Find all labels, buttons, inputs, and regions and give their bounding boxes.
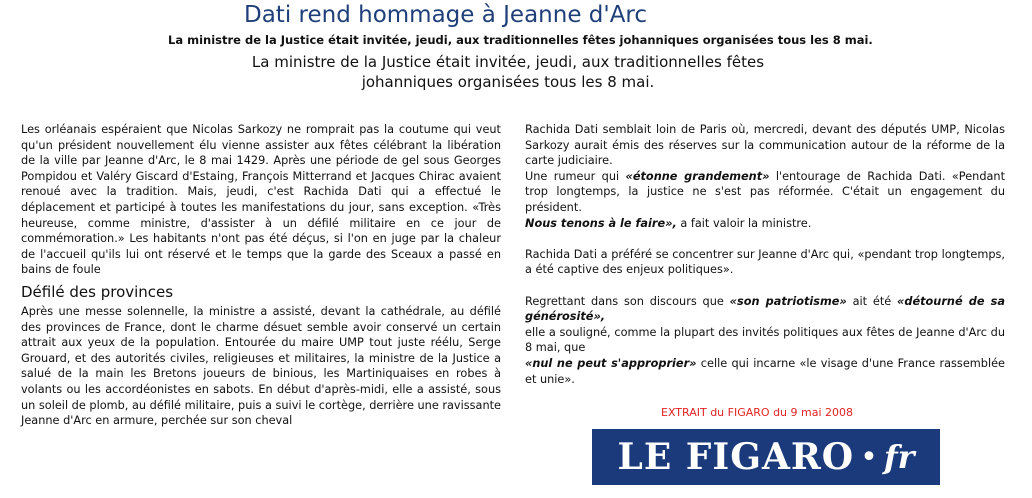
- text-span: a fait valoir la ministre.: [676, 216, 812, 230]
- quote: «étonne grandement»: [625, 169, 770, 183]
- right-paragraph-4: Rachida Dati a préféré se concentrer sur Jeanne d'Arc qui, «pendant trop longtemps, a été captive des enjeux politiques».: [525, 247, 1005, 277]
- left-column: [21, 122, 501, 429]
- left-paragraph-2: Après une messe solennelle, la ministre a assisté, devant la cathédrale, au défilé des provinces de France, dont le charme désuet semble avoir conservé un certain attrait aux yeux de la population. Entourée du maire UMP tout juste réélu, Serge Grouard, et des autorités civiles, religieuses et militaires, la ministre de la Justice a salué de la main les Bretons joueurs de binious, les Martiniquaises en robes à volants ou les accordéonistes en sabots. En début d'après-midi, elle a assisté, sous un soleil de plomb, au défilé militaire, puis a suivi le cortège, derrière une ravissante Jeanne d'Arc en armure, perchée sur son cheval: [21, 304, 501, 428]
- text-span: Regrettant dans son discours que: [525, 294, 730, 308]
- right-paragraph-1: Rachida Dati semblait loin de Paris où, mercredi, devant des députés UMP, Nicolas Sarkozy aurait émis des réserves sur la communication autour de la réforme de la carte judiciaire.: [525, 123, 1005, 168]
- spacer: [525, 231, 1005, 247]
- text-span: celle qui incarne «le visage d'une France rassemblée et unie».: [525, 356, 1005, 386]
- source-credit: EXTRAIT du FIGARO du 9 mai 2008: [661, 406, 854, 419]
- right-paragraph-6: elle a souligné, comme la plupart des invités politiques aux fêtes de Jeanne d'Arc du 8 mai, que: [525, 325, 1005, 355]
- article-subtitle-large: La ministre de la Justice était invitée, jeudi, aux traditionnelles fêtes johanniques organisées tous les 8 mai.: [251, 53, 765, 91]
- text-span: ait été: [846, 294, 898, 308]
- text-span: l'entourage de Rachida Dati. «Pendant trop longtemps, la justice ne s'est pas réformée. C'était un engagement du président.: [525, 169, 1005, 214]
- spacer: [525, 278, 1005, 294]
- right-paragraph-3: [525, 216, 1005, 232]
- quote: «détourné de sa générosité»,: [525, 294, 1006, 324]
- logo-domain-suffix: fr: [883, 438, 915, 476]
- article-subtitle-small: La ministre de la Justice était invitée, jeudi, aux traditionnelles fêtes johanniques organisées tous les 8 mai.: [168, 33, 873, 47]
- right-paragraph-2: [525, 169, 1005, 216]
- right-paragraph-7: [525, 356, 1005, 387]
- logo-wordmark: LE FIGARO: [617, 436, 855, 478]
- figaro-logo: [592, 429, 940, 485]
- text-span: Une rumeur qui: [525, 169, 626, 183]
- right-paragraph-5: [525, 294, 1005, 325]
- quote: Nous tenons à le faire»,: [525, 216, 677, 230]
- logo-separator: •: [860, 439, 878, 475]
- section-heading: Défilé des provinces: [21, 282, 174, 301]
- left-paragraph-1: Les orléanais espéraient que Nicolas Sarkozy ne romprait pas la coutume qui veut qu'un président nouvellement élu vienne assister aux fêtes célébrant la libération de la ville par Jeanne d'Arc, le 8 mai 1429. Après une période de gel sous Georges Pompidou et Valéry Giscard d'Estaing, François Mitterrand et Jacques Chirac avaient renoué avec la tradition. Mais, jeudi, c'est Rachida Dati qui a effectué le déplacement et participé à toutes les manifestations du jour, sans exception. «Très heureuse, comme ministre, d'assister à un défilé militaire en ce jour de commémoration.» Les habitants n'ont pas été déçus, si l'on en juge par la chaleur de l'accueil qu'ils lui ont réservé et le temps que la garde des Sceaux a passé en bains de foule: [21, 123, 501, 277]
- right-column: [525, 122, 1005, 387]
- quote: «nul ne peut s'approprier»: [525, 356, 697, 370]
- quote: «son patriotisme»: [729, 294, 847, 308]
- article-title: Dati rend hommage à Jeanne d'Arc: [244, 2, 648, 28]
